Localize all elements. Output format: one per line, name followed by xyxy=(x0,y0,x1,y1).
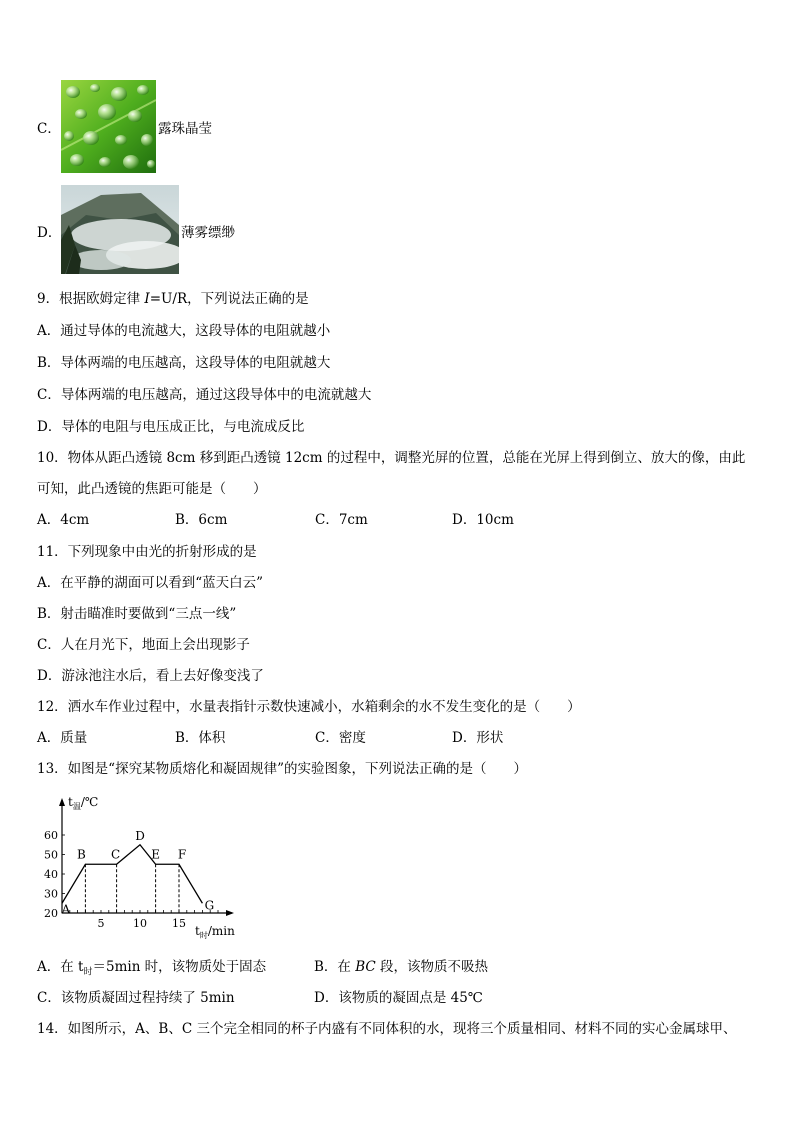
point-label-G: G xyxy=(204,898,215,913)
question-9-option-b: B．导体两端的电压越高，这段导体的电阻就越大 xyxy=(37,355,331,371)
question-11-stem: 11．下列现象中由光的折射形成的是 xyxy=(37,544,257,560)
question-9-option-c: C．导体两端的电压越高，通过这段导体中的电流就越大 xyxy=(37,387,372,403)
y-tick-label: 50 xyxy=(44,848,58,862)
point-label-E: E xyxy=(151,847,160,862)
x-axis-arrow xyxy=(226,910,234,916)
question-10-option-d: D．10cm xyxy=(452,512,514,528)
question-13-option-d: D．该物质的凝固点是 45℃ xyxy=(314,990,483,1006)
x-tick-label: 10 xyxy=(133,917,147,930)
question-12-stem: 12．洒水车作业过程中，水量表指针示数快速减小，水箱剩余的水不发生变化的是（ ） xyxy=(37,699,581,715)
question-10-stem-line1: 10．物体从距凸透镜 8cm 移到距凸透镜 12cm 的过程中，调整光屏的位置，总能在光屏上得到倒立、放大的像，由此 xyxy=(37,450,746,466)
option-d-caption: 薄雾缥缈 xyxy=(181,225,235,241)
x-tick-label: 5 xyxy=(97,917,105,930)
question-9-option-d: D．导体的电阻与电压成正比，与电流成反比 xyxy=(37,419,305,435)
temperature-time-chart xyxy=(37,790,247,940)
y-tick-label: 20 xyxy=(44,907,58,920)
option-d-label: D． xyxy=(37,225,62,241)
question-12-option-c: C．密度 xyxy=(315,730,366,746)
question-10-option-a: A．4cm xyxy=(37,512,90,528)
point-label-A: A xyxy=(61,902,71,917)
question-12-option-a: A．质量 xyxy=(37,730,88,746)
question-9-stem: 9．根据欧姆定律 I=U/R，下列说法正确的是 xyxy=(37,291,309,307)
y-tick-label: 60 xyxy=(44,829,58,842)
x-tick-label: 15 xyxy=(172,917,186,930)
question-14-stem: 14．如图所示，A、B、C 三个完全相同的杯子内盛有不同体积的水，现将三个质量相同、材料不同的实心金属球甲、 xyxy=(37,1021,737,1037)
y-tick-label: 30 xyxy=(44,887,58,901)
question-10-option-c: C．7cm xyxy=(315,512,368,528)
option-c-caption: 露珠晶莹 xyxy=(158,121,212,137)
question-11-option-d: D．游泳池注水后，看上去好像变浅了 xyxy=(37,668,264,684)
question-11-option-a: A．在平静的湖面可以看到“蓝天白云” xyxy=(37,575,264,591)
y-axis-label: $t_温/℃$ xyxy=(68,795,99,811)
question-11-option-b: B．射击瞄准时要做到“三点一线” xyxy=(37,606,237,622)
point-label-F: F xyxy=(177,847,187,862)
point-label-C: C xyxy=(111,847,121,862)
y-tick-label: 40 xyxy=(44,868,58,881)
y-axis-arrow xyxy=(59,798,65,806)
dew-drops-photo xyxy=(61,80,156,173)
point-label-D: D xyxy=(135,828,145,843)
question-10-stem-line2: 可知，此凸透镜的焦距可能是（ ） xyxy=(37,481,267,497)
question-13-option-a: A．在 $t_时=5\min$ 时，该物质处于固态 xyxy=(37,959,267,978)
x-axis-label: $t_时/\min$ xyxy=(195,924,235,940)
question-12-option-b: B．体积 xyxy=(175,730,226,746)
mist-mountain-photo xyxy=(61,185,179,274)
question-12-option-d: D．形状 xyxy=(452,730,504,746)
question-13-option-c: C．该物质凝固过程持续了 5min xyxy=(37,990,235,1006)
question-13-option-b: B．在 BC 段，该物质不吸热 xyxy=(314,959,489,975)
question-11-option-c: C．人在月光下，地面上会出现影子 xyxy=(37,637,250,653)
question-13-stem: 13．如图是“探究某物质熔化和凝固规律”的实验图象，下列说法正确的是（ ） xyxy=(37,761,527,777)
question-10-option-b: B．6cm xyxy=(175,512,228,528)
question-9-option-a: A．通过导体的电流越大，这段导体的电阻就越小 xyxy=(37,323,331,339)
point-label-B: B xyxy=(76,847,86,862)
option-c-label: C． xyxy=(37,121,61,137)
